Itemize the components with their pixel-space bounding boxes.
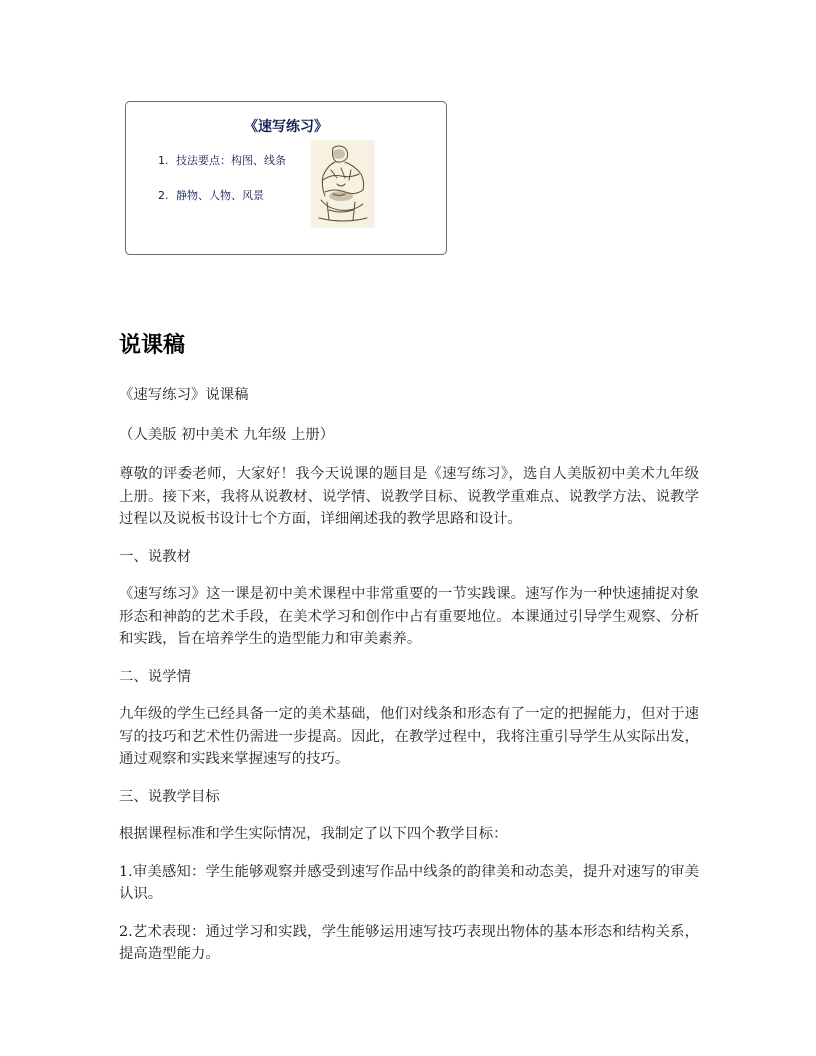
paragraph: 九年级的学生已经具备一定的美术基础，他们对线条和形态有了一定的把握能力，但对于速写的技巧和艺术性仍需进一步提高。因此，在教学过程中，我将注重引导学生从实际出发，通过观察和实践来掌握速写的技巧。 — [119, 706, 699, 767]
paragraph: （人美版 初中美术 九年级 上册） — [119, 426, 335, 443]
paragraph: 一、说教材 — [119, 548, 191, 565]
paragraph: 根据课程标准和学生实际情况，我制定了以下四个教学目标： — [119, 826, 508, 842]
slide-list-item — [158, 152, 286, 169]
list-number: 2. — [158, 189, 169, 202]
sketch-drawing — [311, 140, 375, 228]
paragraph: 尊敬的评委老师，大家好！我今天说课的题目是《速写练习》，选自人美版初中美术九年级上册。接下来，我将从说教材、说学情、说教学目标、说教学重难点、说教学方法、说教学过程以及说板书设计七个方面，详细阐述我的教学思路和设计。 — [119, 466, 699, 527]
slide-title: 《速写练习》 — [244, 119, 328, 135]
slide-list — [158, 152, 286, 222]
list-text: 静物、人物、风景 — [176, 189, 264, 202]
list-text: 技法要点：构图、线条 — [176, 154, 286, 167]
paragraph: 二、说学情 — [119, 668, 191, 685]
list-number: 1. — [158, 154, 169, 167]
slide-list-item — [158, 187, 286, 204]
document-body — [119, 330, 699, 966]
slide-thumbnail — [125, 101, 447, 255]
sketch-illustration — [311, 140, 375, 228]
paragraph: 1.审美感知：学生能够观察并感受到速写作品中线条的韵律美和动态美，提升对速写的审美认识。 — [119, 863, 699, 902]
document-heading: 说课稿 — [119, 333, 186, 358]
paragraph: 2.艺术表现：通过学习和实践，学生能够运用速写技巧表现出物体的基本形态和结构关系，提高造型能力。 — [119, 923, 699, 962]
paragraph: 《速写练习》这一课是初中美术课程中非常重要的一节实践课。速写作为一种快速捕捉对象形态和神韵的艺术手段，在美术学习和创作中占有重要地位。本课通过引导学生观察、分析和实践，旨在培养学生的造型能力和审美素养。 — [119, 586, 699, 647]
paragraph: 《速写练习》说课稿 — [119, 387, 249, 403]
paragraph: 三、说教学目标 — [119, 788, 220, 805]
